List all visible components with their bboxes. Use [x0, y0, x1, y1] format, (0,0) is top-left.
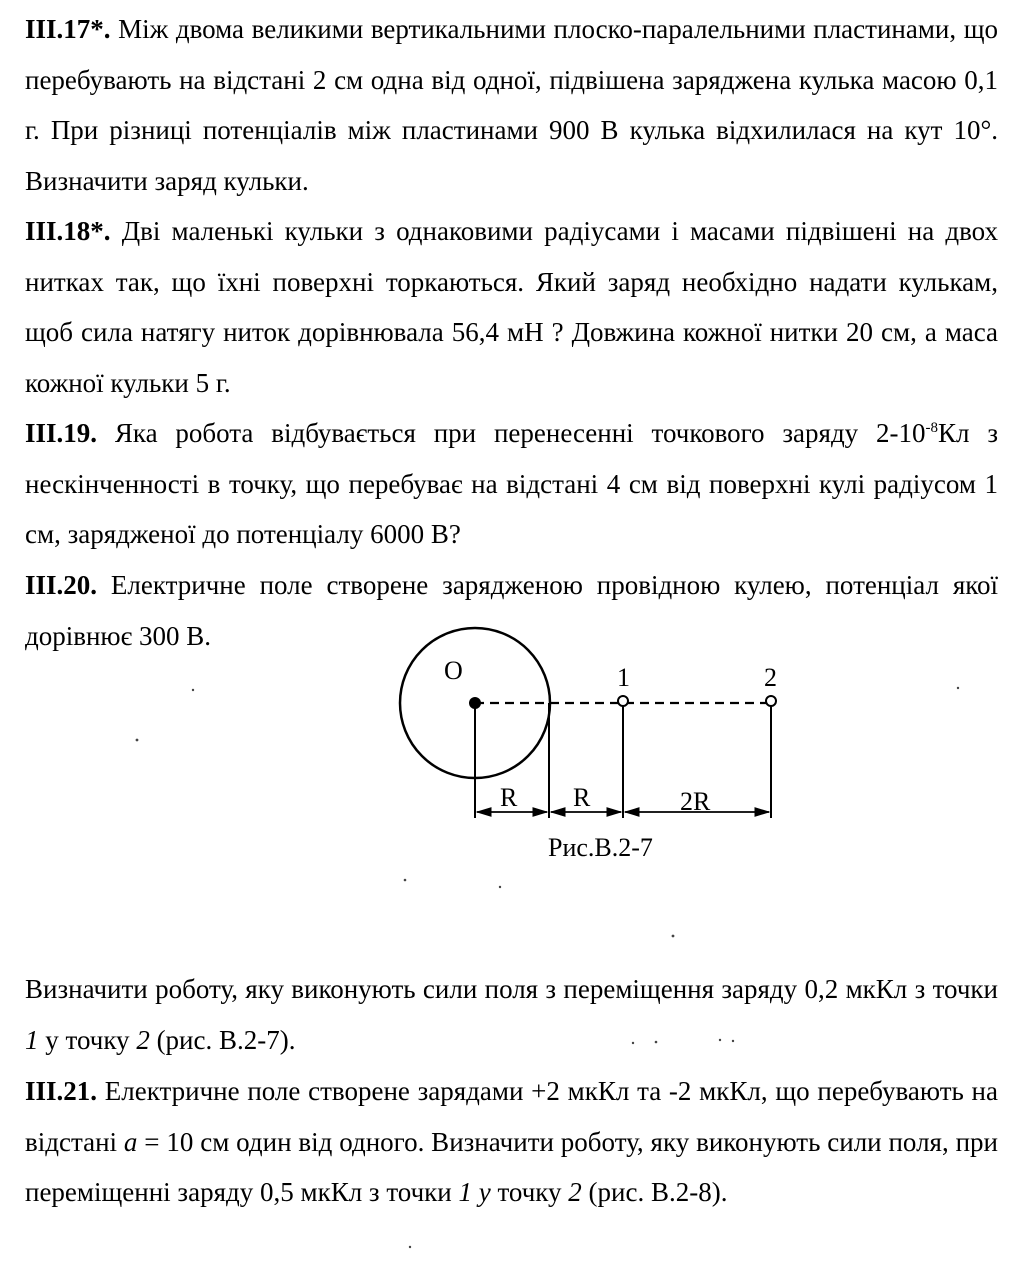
- problem-number: III.20.: [25, 570, 98, 600]
- figure-caption: Рис.В.2-7: [548, 833, 653, 862]
- point-1-ref: 1: [25, 1024, 39, 1055]
- problem-iii-17: [25, 4, 998, 206]
- scan-speck: [404, 879, 407, 882]
- dimension-label-2: R: [573, 783, 591, 812]
- problem-text-start: Яка робота відбувається при перенесенні точкового заряду 2-10: [97, 418, 926, 448]
- exponent: -8: [925, 420, 939, 436]
- point-2-label: 2: [764, 663, 777, 692]
- problem-iii-19: [25, 408, 998, 560]
- point-2-ref: 2: [136, 1024, 150, 1055]
- problem-iii-21: [25, 1066, 998, 1218]
- problem-iii-20: [25, 560, 998, 661]
- point-1-ref: 1 у: [458, 1177, 491, 1207]
- scan-speck: [409, 1246, 411, 1248]
- problem-text-mid: = 10 см один від одного. Визначити роботу, яку виконують сили поля, при переміщенні заряду 0,5 мкКл з точки: [25, 1126, 998, 1207]
- point-1: [618, 696, 628, 706]
- problem-text: Електричне поле створене зарядженою провідною кулею, потенціал якої дорівнює 300 В.: [25, 570, 998, 651]
- point-2: [766, 696, 776, 706]
- dimension-label-3: 2R: [680, 787, 711, 816]
- continuation-text-end: (рис. В.2-7).: [149, 1024, 296, 1055]
- scan-speck: [957, 687, 959, 689]
- continuation-text-start: Визначити роботу, яку виконують сили поля з переміщення заряду 0,2 мкКл з точки: [25, 974, 998, 1004]
- dimension-label-1: R: [500, 783, 518, 812]
- distance-variable: a: [123, 1126, 138, 1157]
- problem-number: III.18*.: [25, 216, 111, 246]
- problem-iii-20-continuation: [25, 964, 998, 1065]
- scan-speck: [136, 739, 139, 742]
- point-1-label: 1: [617, 663, 630, 692]
- scan-speck: [192, 689, 194, 691]
- problem-text: Між двома великими вертикальними плоско-паралельними пластинами, що перебувають на відстані 2 см одна від одної, підвішена заряджена кулька масою 0,1 г. При різниці потенціалів між пластинами 900 В кулька відхилилася на кут 10°. Визначити заряд кульки.: [25, 14, 998, 196]
- center-label: O: [444, 656, 463, 685]
- problem-number: III.21.: [25, 1076, 98, 1106]
- point-2-ref: 2: [568, 1177, 582, 1207]
- problem-text-mid2: точку: [490, 1177, 569, 1207]
- problem-iii-18: [25, 206, 998, 408]
- problem-number: III.19.: [25, 418, 98, 448]
- problem-text-end: Кл з нескінченності в точку, що перебуває на відстані 4 см від поверхні кулі радіусом 1 см, зарядженої до потенціалу 6000 В?: [25, 418, 998, 549]
- problem-number: III.17*.: [25, 14, 111, 44]
- problem-text-end: (рис. В.2-8).: [581, 1177, 728, 1207]
- scan-speck: [672, 935, 675, 938]
- continuation-text-mid: у точку: [38, 1024, 137, 1055]
- scan-speck: [499, 886, 501, 888]
- problem-text: Дві маленькі кульки з однаковими радіусами і масами підвішені на двох нитках так, що їхні поверхні торкаються. Який заряд необхідно надати кулькам, щоб сила натягу ниток дорівнювала 56,4 мН ? Довжина кожної нитки 20 см, а маса кожної кульки 5 г.: [25, 216, 998, 398]
- center-point: [469, 697, 481, 709]
- problem-text-start: Електричне поле створене зарядами +2 мкКл та -2 мкКл, що перебувають на відстані: [25, 1076, 998, 1157]
